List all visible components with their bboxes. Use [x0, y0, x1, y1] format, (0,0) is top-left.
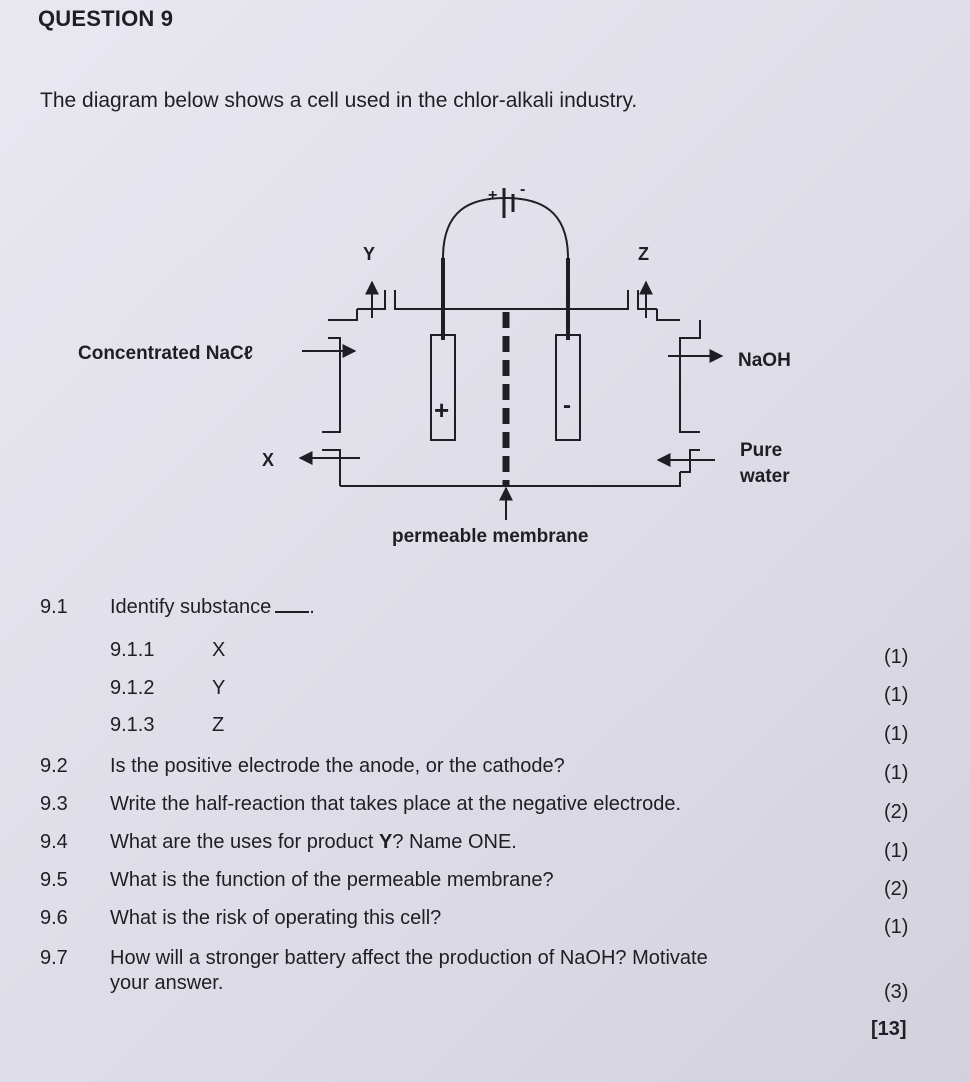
marks-9-1-2: (1) [884, 684, 909, 706]
battery-minus-label: - [520, 181, 526, 198]
item-text-line-1: How will a stronger battery affect the production of NaOH? Motivate [110, 947, 708, 969]
label-z: Z [638, 244, 649, 264]
marks-9-3: (2) [884, 801, 909, 823]
chlor-alkali-cell-diagram [0, 170, 970, 560]
item-number: 9.1.2 [110, 677, 155, 699]
cathode-sign: - [563, 392, 571, 419]
anode-sign: + [434, 395, 450, 425]
cell-top-lid [357, 290, 657, 309]
item-letter: Y [212, 677, 226, 699]
item-number: 9.1.1 [110, 639, 155, 661]
cathode-electrode [556, 335, 580, 440]
item-text-line-2: your answer. [110, 972, 224, 994]
item-number: 9.4 [40, 831, 68, 853]
cell-bottom [340, 472, 680, 486]
item-text: Identify substance . [110, 596, 315, 618]
cell-right-wall [657, 309, 700, 472]
item-text: What are the uses for product Y? Name ONE. [110, 831, 517, 853]
item-number: 9.1.3 [110, 714, 155, 736]
label-permeable-membrane: permeable membrane [392, 526, 589, 547]
marks-9-6: (1) [884, 916, 909, 938]
answer-blank [275, 611, 309, 613]
item-number: 9.1 [40, 596, 68, 618]
total-marks: [13] [871, 1018, 907, 1040]
label-concentrated-nacl: Concentrated NaCℓ [78, 343, 254, 364]
item-letter: X [212, 639, 226, 661]
item-number: 9.3 [40, 793, 68, 815]
item-number: 9.6 [40, 907, 68, 929]
label-water: water [740, 466, 790, 487]
item-number: 9.7 [40, 947, 68, 969]
marks-9-4: (1) [884, 840, 909, 862]
item-letter: Z [212, 714, 225, 736]
item-text: Write the half-reaction that takes place at the negative electrode. [110, 793, 682, 815]
marks-9-2: (1) [884, 762, 909, 784]
battery-plus-label: + [488, 187, 498, 204]
cell-left-wall [322, 309, 357, 486]
item-text: What is the function of the permeable membrane? [110, 869, 554, 891]
marks-9-1-3: (1) [884, 723, 909, 745]
item-text: Is the positive electrode the anode, or the cathode? [110, 755, 565, 777]
question-title: QUESTION 9 [38, 6, 174, 31]
marks-9-7: (3) [884, 981, 909, 1003]
item-text: What is the risk of operating this cell? [110, 907, 442, 929]
label-pure: Pure [740, 440, 783, 461]
item-number: 9.2 [40, 755, 68, 777]
label-x: X [262, 450, 275, 470]
cell-diagram-svg [0, 170, 970, 560]
label-y: Y [363, 244, 376, 264]
marks-9-1-1: (1) [884, 646, 909, 668]
marks-9-5: (2) [884, 878, 909, 900]
question-intro: The diagram below shows a cell used in the chlor-alkali industry. [40, 89, 638, 112]
item-number: 9.5 [40, 869, 68, 891]
label-naoh: NaOH [738, 350, 791, 371]
